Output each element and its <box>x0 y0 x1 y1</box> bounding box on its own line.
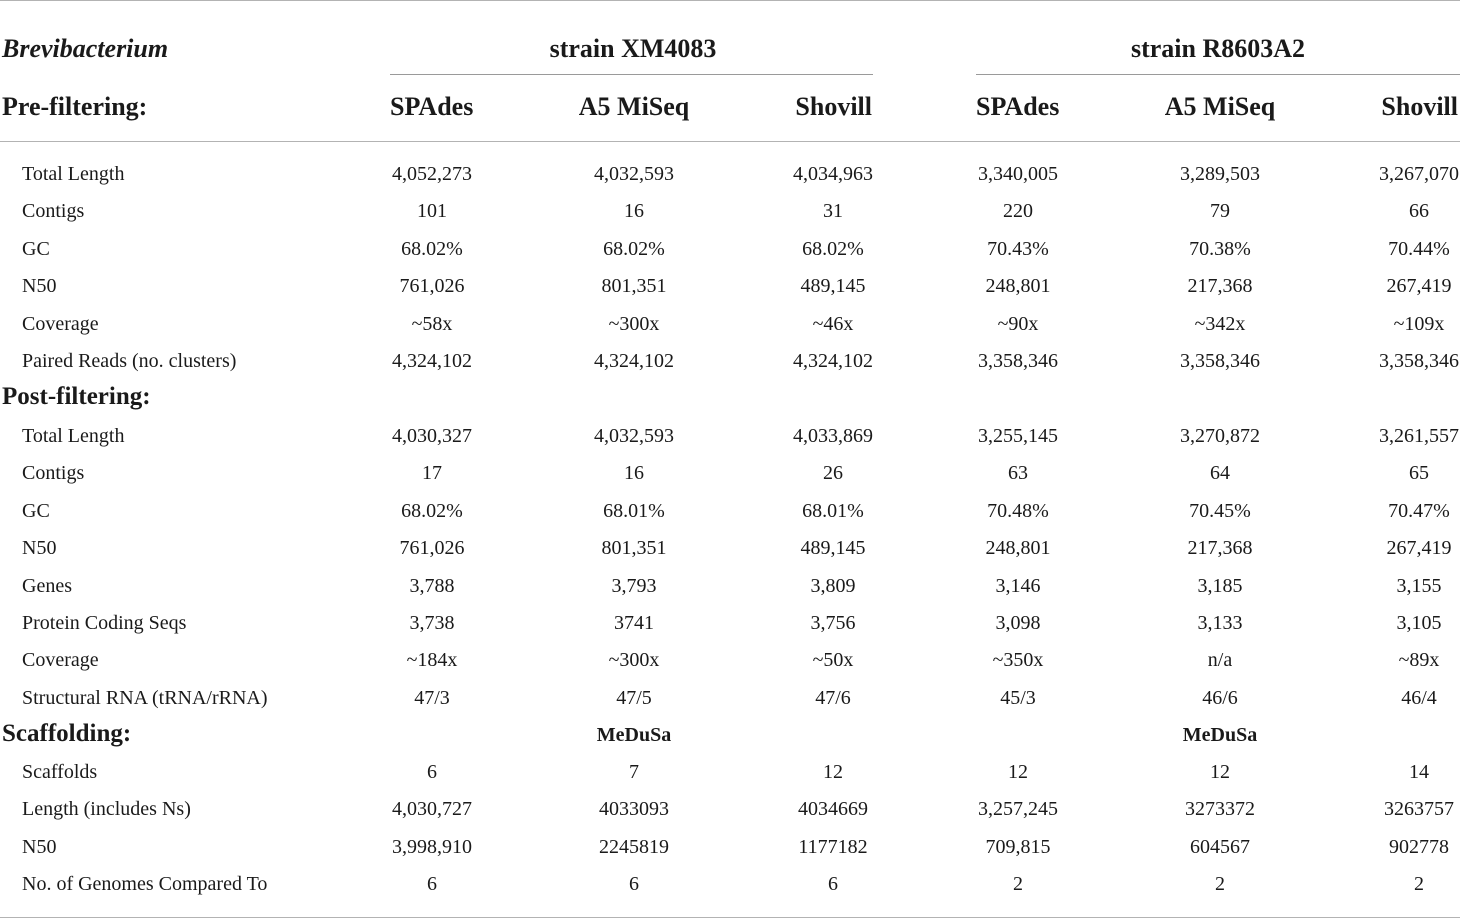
cell-shovill-xm4083: 26 <box>823 462 843 485</box>
cell-shovill-r8603a2: 70.44% <box>1388 237 1450 260</box>
cell-shovill-xm4083: 1177182 <box>798 835 868 858</box>
cell-a5miseq-r8603a2: 604567 <box>1190 835 1250 858</box>
cell-a5miseq-r8603a2: 217,368 <box>1187 537 1253 560</box>
cell-spades-xm4083: 4,030,327 <box>392 425 472 447</box>
cell-a5miseq-r8603a2: 70.38% <box>1189 237 1251 260</box>
cell-shovill-xm4083: 4,034,963 <box>793 163 873 185</box>
row-label: Coverage <box>22 312 99 335</box>
cell-a5miseq-xm4083: 2245819 <box>599 835 669 858</box>
cell-spades-r8603a2: 3,358,346 <box>978 350 1058 372</box>
cell-shovill-r8603a2: 66 <box>1409 200 1429 223</box>
cell-a5miseq-xm4083: 7 <box>629 761 639 783</box>
cell-spades-xm4083: 68.02% <box>401 237 463 260</box>
cell-shovill-xm4083: ~50x <box>812 649 854 672</box>
row-label: No. of Genomes Compared To <box>22 873 268 896</box>
cell-spades-xm4083: 4,030,727 <box>392 798 472 821</box>
cell-a5miseq-r8603a2: 3,185 <box>1197 574 1243 597</box>
cell-shovill-xm4083: 68.02% <box>802 237 864 260</box>
cell-a5miseq-xm4083: 801,351 <box>601 275 667 298</box>
cell-a5miseq-xm4083: 4033093 <box>599 798 669 821</box>
col-header-spades-r8603a2: SPAdes <box>976 92 1060 121</box>
cell-spades-xm4083: 4,324,102 <box>392 350 472 372</box>
cell-a5miseq-xm4083: 68.02% <box>603 237 665 260</box>
cell-a5miseq-r8603a2: 64 <box>1210 462 1230 485</box>
cell-spades-xm4083: 17 <box>422 462 442 485</box>
cell-shovill-xm4083: 4,033,869 <box>793 425 873 447</box>
cell-spades-xm4083: 3,738 <box>409 612 455 634</box>
section-title-post-filtering: Post-filtering: <box>2 383 151 410</box>
cell-shovill-r8603a2: 3,261,557 <box>1379 425 1459 447</box>
cell-spades-r8603a2: 2 <box>1013 873 1023 896</box>
section-title-pre-filtering: Pre-filtering: <box>2 92 148 121</box>
cell-spades-xm4083: 761,026 <box>399 537 465 560</box>
cell-a5miseq-r8603a2: 12 <box>1210 761 1230 783</box>
cell-a5miseq-r8603a2: 3,358,346 <box>1180 350 1260 372</box>
table-top-rule <box>0 0 1460 1</box>
row-label: Structural RNA (tRNA/rRNA) <box>22 686 268 709</box>
cell-shovill-r8603a2: 3,358,346 <box>1379 350 1459 372</box>
cell-spades-xm4083: ~58x <box>411 312 453 335</box>
cell-shovill-r8603a2: 267,419 <box>1386 275 1452 298</box>
cell-shovill-xm4083: 489,145 <box>800 537 866 560</box>
cell-spades-r8603a2: 248,801 <box>985 275 1051 298</box>
cell-spades-r8603a2: 3,257,245 <box>978 798 1058 821</box>
strain-xm4083-underline <box>390 74 873 75</box>
cell-shovill-r8603a2: 3263757 <box>1384 798 1454 821</box>
cell-a5miseq-xm4083: 801,351 <box>601 537 667 560</box>
row-label: Length (includes Ns) <box>22 798 191 821</box>
cell-shovill-r8603a2: 267,419 <box>1386 537 1452 560</box>
cell-shovill-xm4083: ~46x <box>812 312 854 335</box>
cell-a5miseq-xm4083: 3741 <box>614 612 654 634</box>
col-header-spades-xm4083: SPAdes <box>390 92 474 121</box>
cell-shovill-xm4083: 489,145 <box>800 275 866 298</box>
col-header-shovill-xm4083: Shovill <box>795 92 872 121</box>
cell-spades-xm4083: 3,788 <box>409 574 455 597</box>
cell-shovill-r8603a2: 65 <box>1409 462 1429 485</box>
cell-shovill-r8603a2: 2 <box>1414 873 1424 896</box>
cell-a5miseq-r8603a2: 79 <box>1210 200 1230 223</box>
cell-a5miseq-r8603a2: 2 <box>1215 873 1225 896</box>
cell-shovill-xm4083: 3,809 <box>810 574 856 597</box>
cell-spades-xm4083: 761,026 <box>399 275 465 298</box>
cell-shovill-r8603a2: 902778 <box>1389 835 1449 858</box>
cell-spades-xm4083: 68.02% <box>401 499 463 522</box>
cell-spades-r8603a2: 709,815 <box>985 835 1051 858</box>
cell-a5miseq-r8603a2: 3,289,503 <box>1180 163 1260 185</box>
cell-a5miseq-xm4083: 16 <box>624 462 644 485</box>
cell-spades-r8603a2: 70.48% <box>987 499 1049 522</box>
cell-spades-xm4083: 4,052,273 <box>392 163 472 185</box>
cell-spades-r8603a2: 70.43% <box>987 237 1049 260</box>
cell-spades-r8603a2: 3,255,145 <box>978 425 1058 447</box>
cell-spades-xm4083: 6 <box>427 761 437 783</box>
row-label: Protein Coding Seqs <box>22 612 187 634</box>
cell-shovill-r8603a2: 3,267,070 <box>1379 163 1459 185</box>
cell-a5miseq-r8603a2: ~342x <box>1194 312 1246 335</box>
cell-spades-xm4083: 3,998,910 <box>392 835 472 858</box>
cell-spades-r8603a2: 45/3 <box>1000 686 1036 709</box>
row-label: Contigs <box>22 200 85 223</box>
cell-spades-xm4083: ~184x <box>406 649 458 672</box>
cell-a5miseq-xm4083: ~300x <box>608 312 660 335</box>
cell-a5miseq-xm4083: 4,032,593 <box>594 425 674 447</box>
row-label: Genes <box>22 574 72 597</box>
cell-a5miseq-r8603a2: 3,133 <box>1197 612 1243 634</box>
row-label: N50 <box>22 537 57 560</box>
cell-a5miseq-r8603a2: 70.45% <box>1189 499 1251 522</box>
cell-spades-xm4083: 6 <box>427 873 437 896</box>
cell-spades-r8603a2: ~350x <box>992 649 1044 672</box>
strain-header-xm4083: strain XM4083 <box>549 34 717 63</box>
cell-a5miseq-r8603a2: 3,270,872 <box>1180 425 1260 447</box>
strain-r8603a2-underline <box>976 74 1460 75</box>
table-bottom-rule <box>0 917 1460 918</box>
cell-a5miseq-xm4083: 3,793 <box>611 574 657 597</box>
cell-a5miseq-xm4083: 6 <box>629 873 639 896</box>
cell-a5miseq-r8603a2: 46/6 <box>1202 686 1238 709</box>
cell-a5miseq-xm4083: 4,032,593 <box>594 163 674 185</box>
cell-a5miseq-xm4083: 4,324,102 <box>594 350 674 372</box>
cell-spades-r8603a2: 3,146 <box>995 574 1041 597</box>
cell-a5miseq-r8603a2: 217,368 <box>1187 275 1253 298</box>
row-label: Contigs <box>22 462 85 485</box>
cell-shovill-xm4083: 47/6 <box>815 686 851 709</box>
cell-spades-r8603a2: 63 <box>1008 462 1028 485</box>
cell-shovill-r8603a2: ~89x <box>1398 649 1440 672</box>
row-label: GC <box>22 237 50 260</box>
cell-shovill-r8603a2: 46/4 <box>1401 686 1437 709</box>
scaffolding-method-r8603a2: MeDuSa <box>1182 724 1258 746</box>
section-title-scaffolding: Scaffolding: <box>2 720 132 747</box>
cell-shovill-r8603a2: 70.47% <box>1388 499 1450 522</box>
cell-spades-r8603a2: 3,098 <box>995 612 1041 634</box>
cell-a5miseq-r8603a2: 3273372 <box>1185 798 1255 821</box>
cell-a5miseq-xm4083: ~300x <box>608 649 660 672</box>
cell-spades-xm4083: 47/3 <box>414 686 450 709</box>
cell-a5miseq-xm4083: 16 <box>624 200 644 223</box>
cell-spades-r8603a2: 248,801 <box>985 537 1051 560</box>
cell-spades-r8603a2: 220 <box>1003 200 1033 223</box>
header-bottom-rule <box>0 141 1460 142</box>
cell-shovill-xm4083: 12 <box>823 761 843 783</box>
cell-shovill-xm4083: 68.01% <box>802 499 864 522</box>
cell-shovill-xm4083: 6 <box>828 873 838 896</box>
row-label: Coverage <box>22 649 99 672</box>
row-label: GC <box>22 499 50 522</box>
cell-a5miseq-xm4083: 68.01% <box>603 499 665 522</box>
cell-spades-r8603a2: 12 <box>1008 761 1028 783</box>
cell-spades-r8603a2: ~90x <box>997 312 1039 335</box>
col-header-shovill-r8603a2: Shovill <box>1381 92 1458 121</box>
col-header-a5miseq-xm4083: A5 MiSeq <box>578 92 690 121</box>
row-label: N50 <box>22 275 57 298</box>
cell-shovill-xm4083: 4,324,102 <box>793 350 873 372</box>
row-label: Total Length <box>22 163 125 185</box>
cell-shovill-xm4083: 31 <box>823 200 843 223</box>
cell-a5miseq-r8603a2: n/a <box>1207 649 1233 672</box>
cell-shovill-xm4083: 4034669 <box>798 798 868 821</box>
genus-label: Brevibacterium <box>2 34 169 63</box>
col-header-a5miseq-r8603a2: A5 MiSeq <box>1164 92 1276 121</box>
cell-shovill-r8603a2: 14 <box>1409 761 1429 783</box>
row-label: Paired Reads (no. clusters) <box>22 350 237 372</box>
row-label: Scaffolds <box>22 761 98 783</box>
strain-header-r8603a2: strain R8603A2 <box>1130 34 1306 63</box>
cell-a5miseq-xm4083: 47/5 <box>616 686 652 709</box>
cell-shovill-r8603a2: ~109x <box>1393 312 1445 335</box>
scaffolding-method-xm4083: MeDuSa <box>596 724 672 746</box>
cell-spades-r8603a2: 3,340,005 <box>978 163 1058 185</box>
cell-shovill-xm4083: 3,756 <box>810 612 856 634</box>
cell-shovill-r8603a2: 3,155 <box>1396 574 1442 597</box>
row-label: Total Length <box>22 425 125 447</box>
row-label: N50 <box>22 835 57 858</box>
cell-spades-xm4083: 101 <box>417 200 447 223</box>
cell-shovill-r8603a2: 3,105 <box>1396 612 1442 634</box>
